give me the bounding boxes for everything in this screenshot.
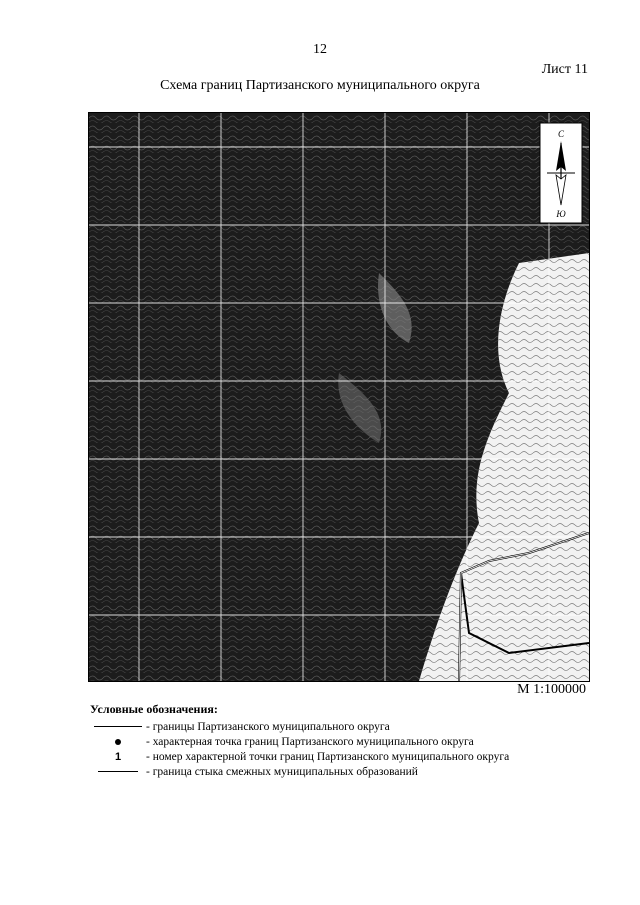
legend-title: Условные обозначения: [90, 702, 218, 716]
legend-symbol-number [90, 751, 146, 763]
legend-item-boundary [90, 719, 610, 734]
legend-item-junction [90, 764, 610, 779]
legend-symbol-line [90, 726, 146, 727]
topographic-map[interactable] [88, 112, 590, 682]
compass-rose [540, 123, 582, 223]
legend-item-point-number [90, 749, 610, 764]
legend-label: - номер характерной точки границ Партизанского муниципального округа [146, 750, 510, 763]
compass-north-label: С [557, 129, 565, 139]
legend-symbol-dot [90, 739, 146, 745]
legend-label: - границы Партизанского муниципального округа [146, 720, 390, 733]
map-scale: М 1:100000 [517, 682, 586, 697]
map-title: Схема границ Партизанского муниципального округа [160, 78, 480, 93]
legend-label: - характерная точка границ Партизанского муниципального округа [146, 735, 474, 748]
page-number: 12 [313, 42, 327, 57]
legend-item-point [90, 734, 610, 749]
sheet-label: Лист 11 [541, 62, 588, 77]
legend [90, 702, 610, 779]
compass-south-label: Ю [556, 209, 566, 219]
legend-label: - граница стыка смежных муниципальных образований [146, 765, 418, 778]
legend-number-sample: 1 [114, 750, 122, 763]
legend-symbol-thin-line [90, 771, 146, 772]
map-canvas [89, 113, 589, 681]
